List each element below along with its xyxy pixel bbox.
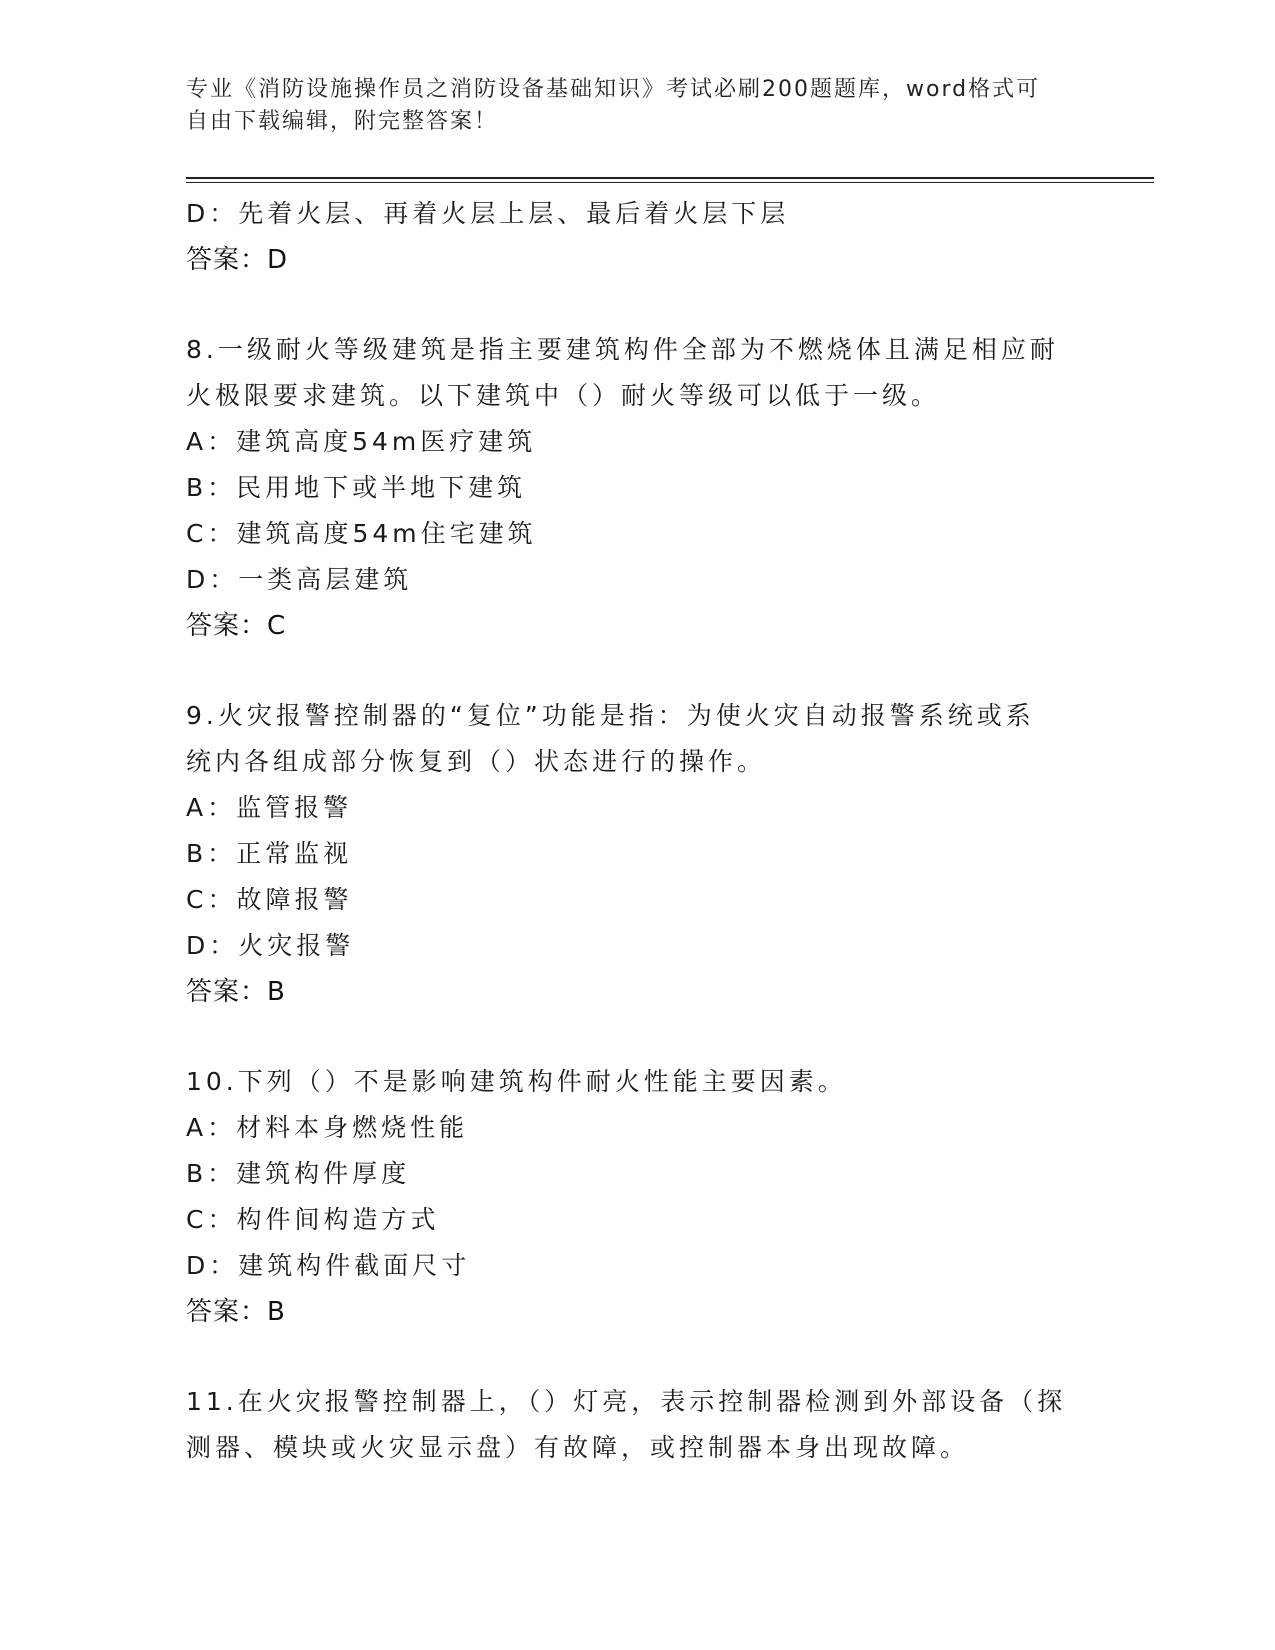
question-text: 10.下列（）不是影响建筑构件耐火性能主要因素。 (186, 1067, 847, 1096)
header-line-2: 自由下载编辑，附完整答案！ (186, 109, 499, 134)
question-block-9 (186, 693, 1086, 1015)
header-line-1: 专业《消防设施操作员之消防设备基础知识》考试必刷200题题库，word格式可 (186, 77, 1041, 102)
answer-line: 答案：B (186, 977, 286, 1007)
option-c: C：构件间构造方式 (186, 1205, 440, 1234)
option-a: A：材料本身燃烧性能 (186, 1113, 469, 1142)
spacer (186, 649, 1086, 693)
option-c: C：建筑高度54m住宅建筑 (186, 519, 537, 548)
question-text: 8.一级耐火等级建筑是指主要建筑构件全部为不燃烧体且满足相应耐 (186, 335, 1059, 364)
question-text: 11.在火灾报警控制器上，（）灯亮，表示控制器检测到外部设备（探 (186, 1387, 1067, 1416)
spacer (186, 1015, 1086, 1059)
question-text: 火极限要求建筑。以下建筑中（）耐火等级可以低于一级。 (186, 381, 941, 410)
option-d: D：建筑构件截面尺寸 (186, 1251, 471, 1280)
document-header (186, 74, 1086, 138)
option-a: A：建筑高度54m医疗建筑 (186, 427, 537, 456)
question-block-7 (186, 191, 1086, 283)
answer-line: 答案：B (186, 1297, 286, 1327)
header-rule-thin (186, 182, 1154, 183)
option-d: D：先着火层、再着火层上层、最后着火层下层 (186, 199, 790, 228)
option-c: C：故障报警 (186, 885, 353, 914)
answer-line: 答案：D (186, 245, 289, 275)
question-block-8 (186, 327, 1086, 649)
question-block-11 (186, 1379, 1086, 1471)
spacer (186, 283, 1086, 327)
question-text: 9.火灾报警控制器的“复位”功能是指：为使火灾自动报警系统或系 (186, 701, 1035, 730)
option-a: A：监管报警 (186, 793, 353, 822)
option-d: D：一类高层建筑 (186, 565, 413, 594)
header-rule-thick (186, 177, 1154, 179)
option-b: B：建筑构件厚度 (186, 1159, 411, 1188)
option-d: D：火灾报警 (186, 931, 355, 960)
question-block-10 (186, 1059, 1086, 1335)
question-text: 测器、模块或火灾显示盘）有故障，或控制器本身出现故障。 (186, 1433, 970, 1462)
option-b: B：民用地下或半地下建筑 (186, 473, 527, 502)
option-b: B：正常监视 (186, 839, 353, 868)
question-text: 统内各组成部分恢复到（）状态进行的操作。 (186, 747, 767, 776)
question-list (186, 191, 1086, 1471)
answer-line: 答案：C (186, 611, 287, 641)
spacer (186, 1335, 1086, 1379)
